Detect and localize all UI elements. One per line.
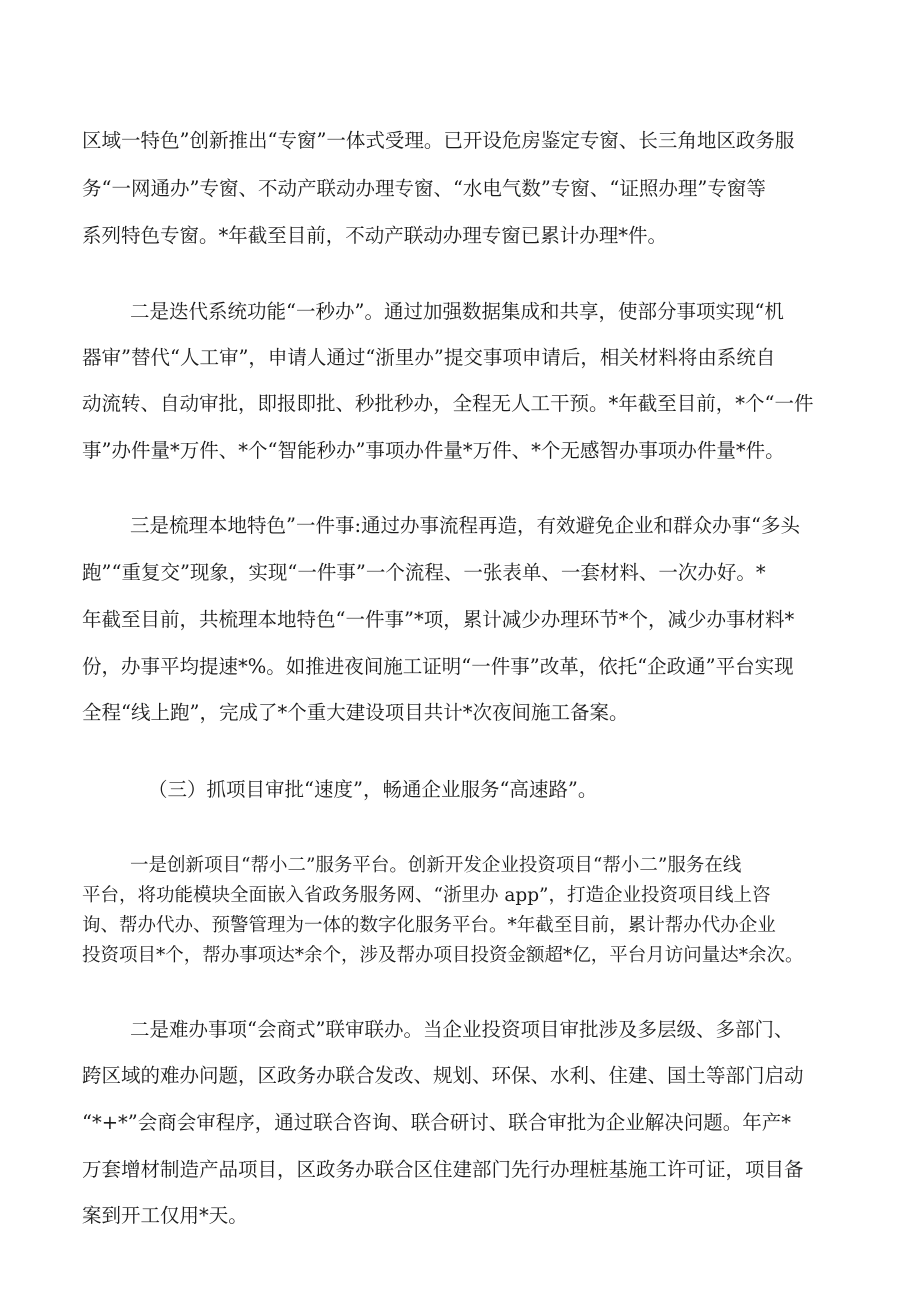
text-line: 一是创新项目“帮小二”服务平台。创新开发企业投资项目“帮小二”服务在线 xyxy=(130,855,742,876)
section-heading: （三）抓项目审批“速度”，畅通企业服务“高速路”。 xyxy=(148,778,598,801)
text-line: 跨区域的难办问题，区政务办联合发改、规划、环保、水利、住建、国土等部门启动 xyxy=(82,1064,804,1087)
text-line: 万套增材制造产品项目，区政务办联合区住建部门先行办理桩基施工许可证，项目备 xyxy=(82,1158,804,1181)
text-line: 系列特色专窗。*年截至目前，不动产联动办理专窗已累计办理*件。 xyxy=(82,224,668,247)
text-line: 动流转、自动审批，即报即批、秒批秒办，全程无人工干预。*年截至目前，*个“一件 xyxy=(82,392,814,415)
text-line: 年截至目前，共梳理本地特色“一件事”*项，累计减少办理环节*个，减少办事材料* xyxy=(82,608,795,631)
text-line: 器审”替代“人工审”，申请人通过“浙里办”提交事项申请后，相关材料将由系统自 xyxy=(82,346,776,369)
text-line: 询、帮办代办、预警管理为一体的数字化服务平台。*年截至目前，累计帮办代办企业 xyxy=(82,915,776,936)
text-line: 务“一网通办”专窗、不动产联动办理专窗、“水电气数”专窗、“证照办理”专窗等 xyxy=(82,177,766,200)
text-line: 平台，将功能模块全面嵌入省政务服务网、“浙里办 app”，打造企业投资项目线上咨 xyxy=(82,885,771,906)
text-line: 投资项目*个，帮办事项达*余个，涉及帮办项目投资金额超*亿，平台月访问量达*余次。 xyxy=(82,945,804,966)
text-line: 案到开工仅用*天。 xyxy=(82,1204,248,1227)
text-line: 二是难办事项“会商式”联审联办。当企业投资项目审批涉及多层级、多部门、 xyxy=(130,1018,794,1041)
text-line: 区域一特色”创新推出“专窗”一体式受理。已开设危房鉴定专窗、长三角地区政务服 xyxy=(82,129,795,152)
text-line: 三是梳理本地特色”一件事:通过办事流程再造，有效避免企业和群众办事“多头 xyxy=(130,514,801,537)
text-line: 跑”“重复交”现象，实现“一件事”一个流程、一张表单、一套材料、一次办好。* xyxy=(82,561,766,584)
text-line: 事”办件量*万件、*个“智能秒办”事项办件量*万件、*个无感智办事项办件量*件。 xyxy=(82,439,785,462)
text-line: 二是迭代系统功能“一秒办”。通过加强数据集成和共享，使部分事项实现“机 xyxy=(130,300,784,323)
text-line: “*+*”会商会审程序，通过联合咨询、联合研讨、联合审批为企业解决问题。年产* xyxy=(82,1111,792,1134)
text-line: 份，办事平均提速*%。如推进夜间施工证明“一件事”改革，依托“企政通”平台实现 xyxy=(82,655,794,678)
text-line: 全程“线上跑”，完成了*个重大建设项目共计*次夜间施工备案。 xyxy=(82,701,629,724)
